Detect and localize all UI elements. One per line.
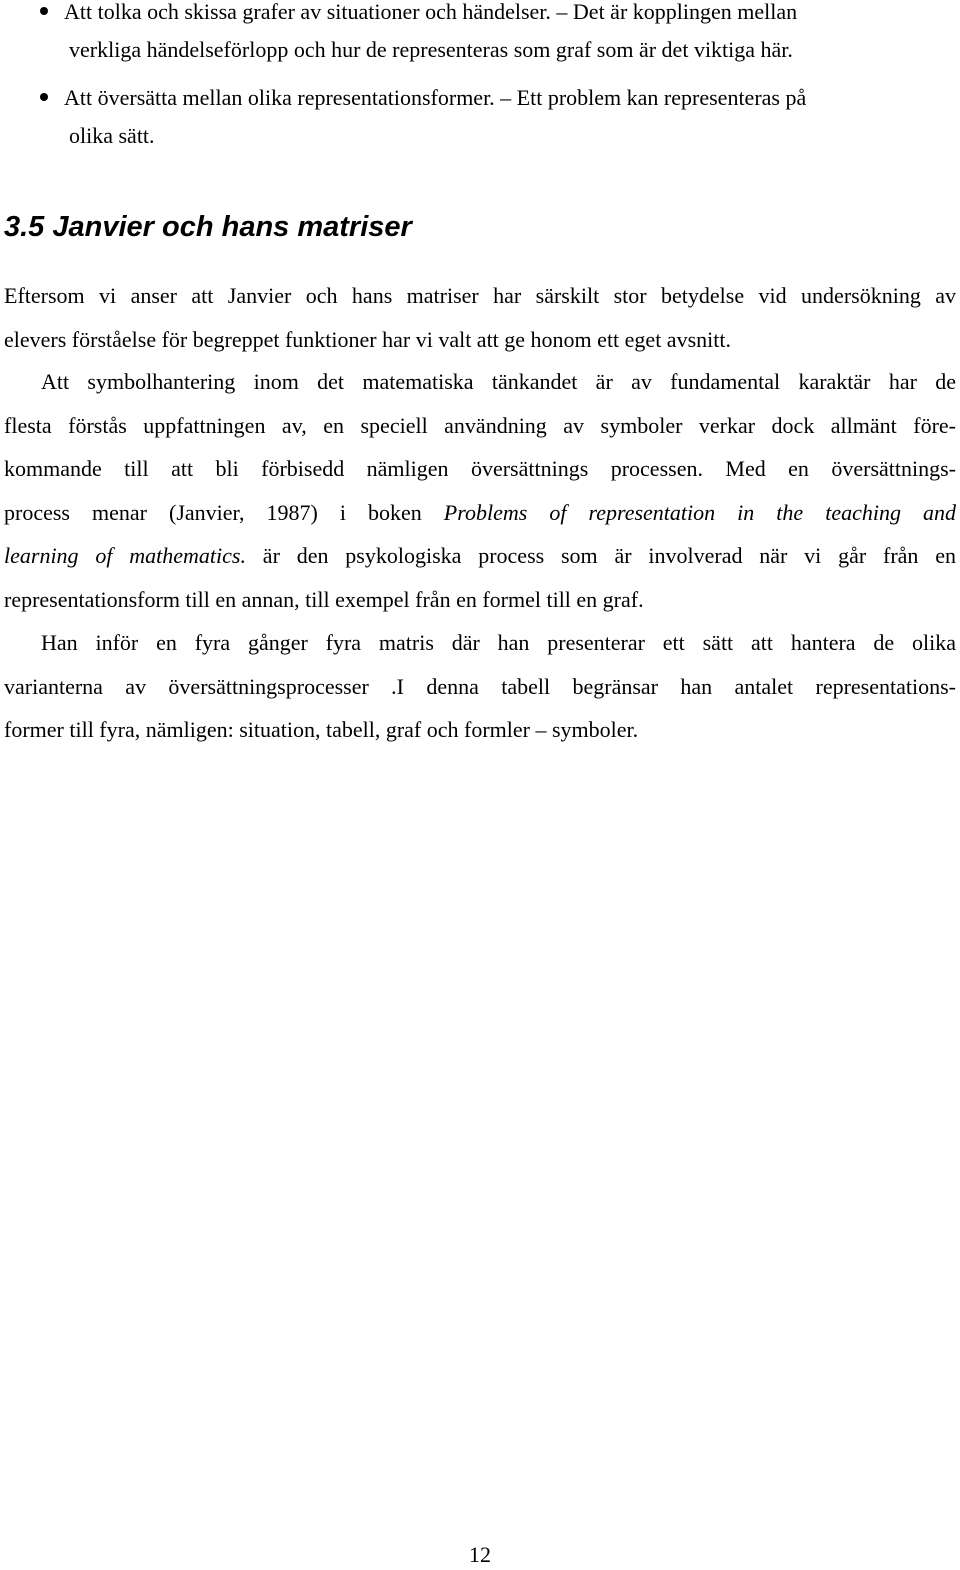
- paragraph-line: flesta förstås uppfattningen av, en speciell användning av symboler verkar dock allmänt före-: [4, 412, 956, 438]
- bullet-item: [0, 79, 924, 155]
- bullet-dot-icon: [40, 7, 48, 15]
- bullet-item: [0, 0, 924, 69]
- paragraph: [4, 360, 956, 622]
- text-run: är den psykologiska process som är involverad när vi går från en: [246, 543, 956, 569]
- paragraph-line: Att symbolhantering inom det matematiska tänkandet är av fundamental karaktär har de: [41, 369, 956, 394]
- paragraph: [4, 621, 956, 752]
- text-run: process menar (Janvier, 1987) i boken: [4, 499, 444, 525]
- paragraph-line: former till fyra, nämligen: situation, tabell, graf och formler – symboler.: [4, 717, 639, 743]
- page-number: 12: [469, 1542, 491, 1567]
- paragraph-line: Han inför en fyra gånger fyra matris där han presenterar ett sätt att hantera de olika: [41, 630, 956, 655]
- paragraph-line: varianterna av översättningsprocesser .I denna tabell begränsar han antalet representations-: [4, 673, 956, 699]
- paragraph-line: [4, 491, 956, 535]
- paragraph-line: kommande till att bli förbisedd nämligen översättnings processen. Med en översättnings-: [4, 456, 956, 482]
- bullet-dot-icon: [40, 93, 48, 101]
- bullet-text-line: Att tolka och skissa grafer av situationer och händelser. – Det är kopplingen mellan: [64, 0, 798, 24]
- paragraph-line: representationsform till en annan, till exempel från en formel till en graf.: [4, 586, 644, 612]
- paragraph-line: Eftersom vi anser att Janvier och hans matriser har särskilt stor betydelse vid undersökning av: [4, 283, 956, 308]
- section-heading: 3.5 Janvier och hans matriser: [4, 211, 412, 243]
- bullet-text-line: olika sätt.: [69, 123, 155, 148]
- paragraph-line: [4, 534, 956, 578]
- paragraph: [4, 274, 956, 361]
- book-title: Problems of representation in the teaching and: [443, 499, 956, 525]
- bullet-text-line: verkliga händelseförlopp och hur de representeras som graf som är det viktiga här.: [69, 37, 793, 62]
- paragraph-line: elevers förståelse för begreppet funktioner har vi valt att ge honom ett eget avsnitt.: [4, 326, 731, 352]
- bullet-text-line: Att översätta mellan olika representationsformer. – Ett problem kan representeras på: [64, 85, 807, 110]
- book-title: learning of mathematics.: [4, 543, 246, 569]
